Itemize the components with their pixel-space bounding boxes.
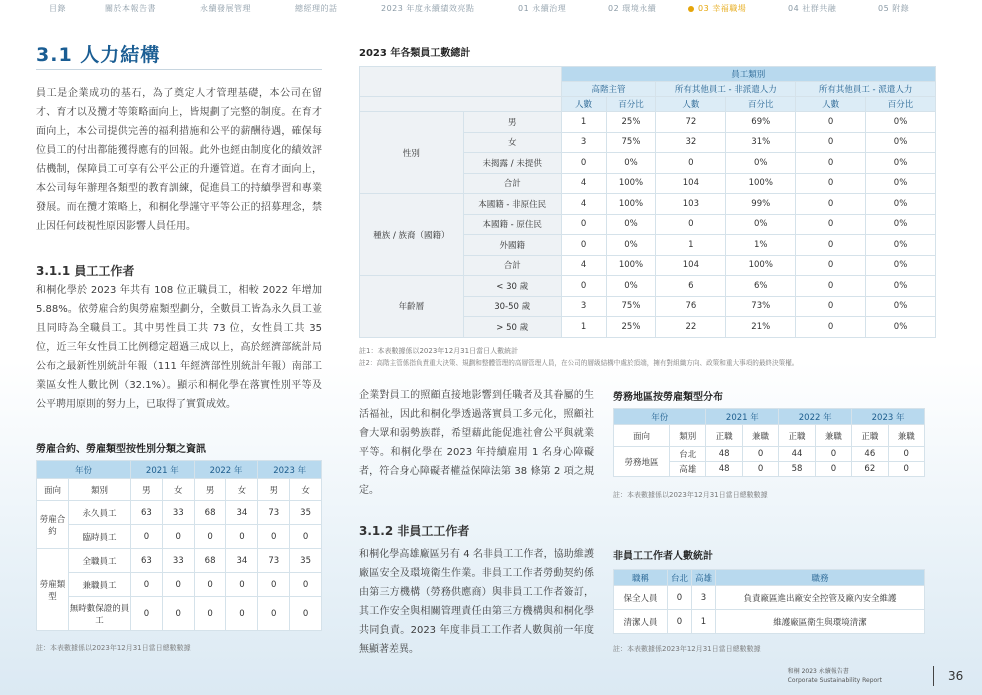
header-parttime: 兼職 [815,425,851,447]
cell: 21% [726,317,796,338]
non-employee-table-note: 註：本表數據係2023年12月31日當日總數數據 [613,645,761,653]
cell: 0 [162,525,194,549]
region-table [613,408,925,477]
cell: 75% [606,132,656,153]
cell: 6% [726,276,796,297]
header-fulltime: 正職 [779,425,815,447]
cell: 33 [162,501,194,525]
nav-item-toc[interactable]: 目錄 [49,4,66,13]
row-label: 合計 [463,173,561,194]
cell: 4 [561,255,606,276]
header-executives: 高階主管 [561,82,656,97]
cell: 69% [726,112,796,133]
header-year-2021: 2021 年 [131,461,195,479]
cell: 4 [561,173,606,194]
cell: 0 [888,462,924,477]
cell: 0% [866,317,936,338]
cell: 100% [606,194,656,215]
region-table-caption: 勞務地區按勞雇類型分布 [613,392,723,403]
header-year-2022: 2022 年 [779,409,852,425]
cell: 0 [226,573,258,597]
cell: 0 [796,194,866,215]
cell: 0 [742,447,778,462]
nav-item-highlights[interactable]: 2023 年度永續績效亮點 [381,4,475,13]
cell: 3 [692,586,716,610]
cell: 0 [656,214,726,235]
cell: 100% [606,173,656,194]
cell: 0 [194,573,226,597]
row-label: 男 [463,112,561,133]
cell: 99% [726,194,796,215]
row-label: 保全人員 [614,586,668,610]
header-taipei: 台北 [668,570,692,586]
header-parttime: 兼職 [888,425,924,447]
cell: 0 [226,597,258,631]
cell: 3 [561,296,606,317]
blank-corner [360,97,562,112]
cell: 0 [194,597,226,631]
header-duty: 職務 [716,570,925,586]
header-year-2021: 2021 年 [706,409,779,425]
cell: 58 [779,462,815,477]
header-pct: 百分比 [726,97,796,112]
group-type: 勞雇類型 [37,549,69,631]
header-count: 人數 [656,97,726,112]
cell: 62 [852,462,888,477]
cell: 48 [706,462,742,477]
cell: 100% [726,255,796,276]
row-label: 台北 [670,447,706,462]
header-male: 男 [194,479,226,501]
cell: 104 [656,255,726,276]
non-employees-paragraph: 和桐化學高雄廠區另有 4 名非員工工作者，協助維護廠區安全及環境衛生作業。非員工工作者勞動契約係由第三方機構（勞務供應商）與非員工工作者簽訂，其工作安全與相關管理責任由第三方機構與和桐化學共同負責。2023 年度非員工工作者人數與前一年度無顯著差異。 [359,549,594,655]
row-label: < 30 歲 [463,276,561,297]
header-year-2022: 2022 年 [194,461,258,479]
row-label: 臨時員工 [69,525,131,549]
cell: 33 [162,549,194,573]
cell: 0 [290,573,322,597]
row-label: 全職員工 [69,549,131,573]
nav-item-workplace[interactable]: 03 幸福職場 [688,3,746,14]
cell: 4 [561,194,606,215]
nav-item-environment[interactable]: 02 環境永續 [608,4,657,13]
cell: 0% [726,214,796,235]
contract-table [36,460,322,631]
header-pct: 百分比 [866,97,936,112]
cell: 0 [815,462,851,477]
cell: 0 [131,573,163,597]
header-year: 年份 [37,461,131,479]
cell: 負責廠區進出廠安全控管及廠內安全維護 [716,586,925,610]
cell: 0 [290,525,322,549]
cell: 0 [796,132,866,153]
header-fulltime: 正職 [852,425,888,447]
cell: 73% [726,296,796,317]
cell: 63 [131,549,163,573]
cell: 25% [606,112,656,133]
row-label: 外國籍 [463,235,561,256]
cell: 0 [290,597,322,631]
header-count: 人數 [561,97,606,112]
cell: 0% [726,153,796,174]
header-dim: 面向 [614,425,670,447]
cell: 35 [290,501,322,525]
header-male: 男 [258,479,290,501]
cell: 0 [796,296,866,317]
cell: 104 [656,173,726,194]
header-female: 女 [226,479,258,501]
employee-category-table [359,66,936,338]
footer-report-title: 和桐 2023 永續報告書 [787,668,849,675]
non-employee-table-caption: 非員工工作者人數統計 [613,551,713,562]
cell: 0 [258,573,290,597]
cell: 0 [258,597,290,631]
cell: 0% [606,153,656,174]
row-label: 永久員工 [69,501,131,525]
top-nav [0,0,982,18]
section-heading-non-employees: 3.1.2 非員工工作者 [359,524,470,538]
main-table-note-1: 註1：本表數據係以2023年12月31日當日人數統計 [359,347,519,355]
cell: 0% [866,132,936,153]
cell: 1 [656,235,726,256]
cell: 0 [258,525,290,549]
header-employee-category: 員工類別 [561,67,935,82]
cell: 73 [258,501,290,525]
cell: 3 [561,132,606,153]
cell: 0 [561,153,606,174]
header-female: 女 [162,479,194,501]
row-label: 未揭露 / 未提供 [463,153,561,174]
header-count: 人數 [796,97,866,112]
cell: 0 [796,214,866,235]
cell: 0 [742,462,778,477]
cell: 100% [606,255,656,276]
row-label: 30-50 歲 [463,296,561,317]
page-number: 36 [948,669,964,683]
cell: 0 [131,597,163,631]
main-table-note-2: 註2：高階主管係指負責重大決策、規劃和整體管理的高層管理人員，在公司的層級結構中處於頂端，擁有對組織方向、政策和重大事項的最終決策權。 [359,359,799,367]
active-dot-icon [688,6,694,12]
nav-item-community[interactable]: 04 社群共融 [788,4,837,13]
cell: 0 [796,317,866,338]
cell: 0 [194,525,226,549]
row-label: 合計 [463,255,561,276]
nav-item-appendix[interactable]: 05 附錄 [878,4,910,13]
nav-item-governance[interactable]: 01 永續治理 [518,4,567,13]
footer-report-subtitle: Corporate Sustainability Report [787,677,882,684]
header-cat: 類別 [670,425,706,447]
cell: 35 [290,549,322,573]
diversity-paragraph: 企業對員工的照顧直接地影響到任職者及其眷屬的生活福祉，因此和桐化學透過落實員工多元化，照顧社會大眾和弱勢族群，希望藉此能促進社會公平與就業平等。和桐化學在 2023 年持續雇用 1 名身心障礙者，符合身心障礙者權益保障法第 38 條第 2 項之規定。 [359,390,594,496]
cell: 0 [131,525,163,549]
cell: 46 [852,447,888,462]
cell: 0 [888,447,924,462]
cell: 1 [692,610,716,634]
cell: 0% [866,153,936,174]
nav-item-about[interactable]: 關於本報告書 [105,4,156,13]
header-cat: 類別 [69,479,131,501]
cell: 32 [656,132,726,153]
employees-paragraph: 和桐化學於 2023 年共有 108 位正職員工，相較 2022 年增加 5.88%。依勞雇合約與勞雇類型劃分，全數員工皆為永久員工並且同時為全職員工。其中男性員工共 73 位，女性員工共 35 位，近三年女性員工比例穩定超過三成以上，高於經濟部統計局公布之最新性別統計年報（111 年經濟部性別統計年報）南部工業區女性人數比例（32.1%）。顯示和桐化學在落實性別平等及公平聘用原則的努力上，已取得了實質成效。 [36,285,322,410]
cell: 0 [668,586,692,610]
cell: 0% [866,255,936,276]
cell: 0% [606,235,656,256]
row-label: 高雄 [670,462,706,477]
group-region: 勞務地區 [614,447,670,477]
cell: 0 [796,173,866,194]
cell: 22 [656,317,726,338]
cell: 1 [561,317,606,338]
row-label: > 50 歲 [463,317,561,338]
cell: 25% [606,317,656,338]
cell: 103 [656,194,726,215]
region-table-note: 註：本表數據係以2023年12月31日當日總數數據 [613,491,768,499]
cell: 0 [796,112,866,133]
blank-corner [360,67,562,97]
header-title: 職稱 [614,570,668,586]
header-kaohsiung: 高雄 [692,570,716,586]
cell: 0 [226,525,258,549]
footer-brand [788,667,882,685]
cell: 63 [131,501,163,525]
cell: 0 [796,235,866,256]
cell: 0 [162,597,194,631]
header-dispatch: 所有其他員工 - 派遣人力 [796,82,936,97]
header-parttime: 兼職 [742,425,778,447]
header-female: 女 [290,479,322,501]
cell: 73 [258,549,290,573]
cell: 0% [866,173,936,194]
cell: 0 [561,214,606,235]
cell: 0% [866,296,936,317]
cell: 100% [726,173,796,194]
main-table-caption: 2023 年各類員工數總計 [359,48,471,59]
cell: 0 [561,235,606,256]
intro-paragraph: 員工是企業成功的基石，為了奠定人才管理基礎，本公司在留才、育才以及攬才等策略面向上，皆規劃了完整的制度。在育才面向上，本公司提供完善的福利措施和公平的薪酬待遇，確保每位員工的付出都能獲得應有的回報。此外也經由制度化的績效評估機制，保障員工可享有公平公正的升遷管道。在育才面向上，本公司每年辦理各類型的教育訓練，促進員工的持續學習和專業發展。而在攬才策略上，和桐化學謹守平等公正的招募理念，禁止因任何歧視性原因影響人員任用。 [36,88,322,232]
header-year: 年份 [614,409,706,425]
cell: 0 [561,276,606,297]
cell: 維護廠區衛生與環境清潔 [716,610,925,634]
cell: 75% [606,296,656,317]
footer-divider [933,666,934,686]
cell: 0 [162,573,194,597]
cell: 6 [656,276,726,297]
group-label: 種族 / 族裔（國籍） [360,194,464,276]
cell: 0% [606,276,656,297]
group-contract: 勞雇合約 [37,501,69,549]
cell: 0 [656,153,726,174]
header-non-dispatch: 所有其他員工 - 非派遣人力 [656,82,796,97]
contract-table-caption: 勞雇合約、勞雇類型按性別分類之資訊 [36,444,206,455]
cell: 68 [194,549,226,573]
cell: 0% [866,235,936,256]
cell: 34 [226,501,258,525]
row-label: 無時數保證的員工 [69,597,131,631]
cell: 0% [866,194,936,215]
cell: 0% [866,112,936,133]
cell: 0 [668,610,692,634]
cell: 1 [561,112,606,133]
cell: 68 [194,501,226,525]
cell: 31% [726,132,796,153]
cell: 34 [226,549,258,573]
nav-item-gm[interactable]: 總經理的話 [295,4,338,13]
cell: 72 [656,112,726,133]
cell: 0 [796,255,866,276]
header-pct: 百分比 [606,97,656,112]
cell: 0% [866,214,936,235]
row-label: 本國籍 - 原住民 [463,214,561,235]
cell: 0% [866,276,936,297]
cell: 0 [796,153,866,174]
cell: 48 [706,447,742,462]
row-label: 本國籍 - 非原住民 [463,194,561,215]
cell: 44 [779,447,815,462]
header-fulltime: 正職 [706,425,742,447]
header-dim: 面向 [37,479,69,501]
group-label: 性別 [360,112,464,194]
group-label: 年齡層 [360,276,464,338]
cell: 0 [815,447,851,462]
cell: 0% [606,214,656,235]
row-label: 女 [463,132,561,153]
non-employee-table [613,569,925,634]
contract-table-note: 註：本表數據係以2023年12月31日當日總數數據 [36,644,191,652]
header-male: 男 [131,479,163,501]
header-year-2023: 2023 年 [852,409,925,425]
title-divider [36,69,322,70]
page-title: 3.1 人力結構 [36,44,161,66]
nav-item-sustainability[interactable]: 永續發展管理 [200,4,251,13]
cell: 1% [726,235,796,256]
section-heading-employees: 3.1.1 員工工作者 [36,264,135,278]
cell: 0 [796,276,866,297]
cell: 76 [656,296,726,317]
header-year-2023: 2023 年 [258,461,322,479]
row-label: 清潔人員 [614,610,668,634]
row-label: 兼職員工 [69,573,131,597]
